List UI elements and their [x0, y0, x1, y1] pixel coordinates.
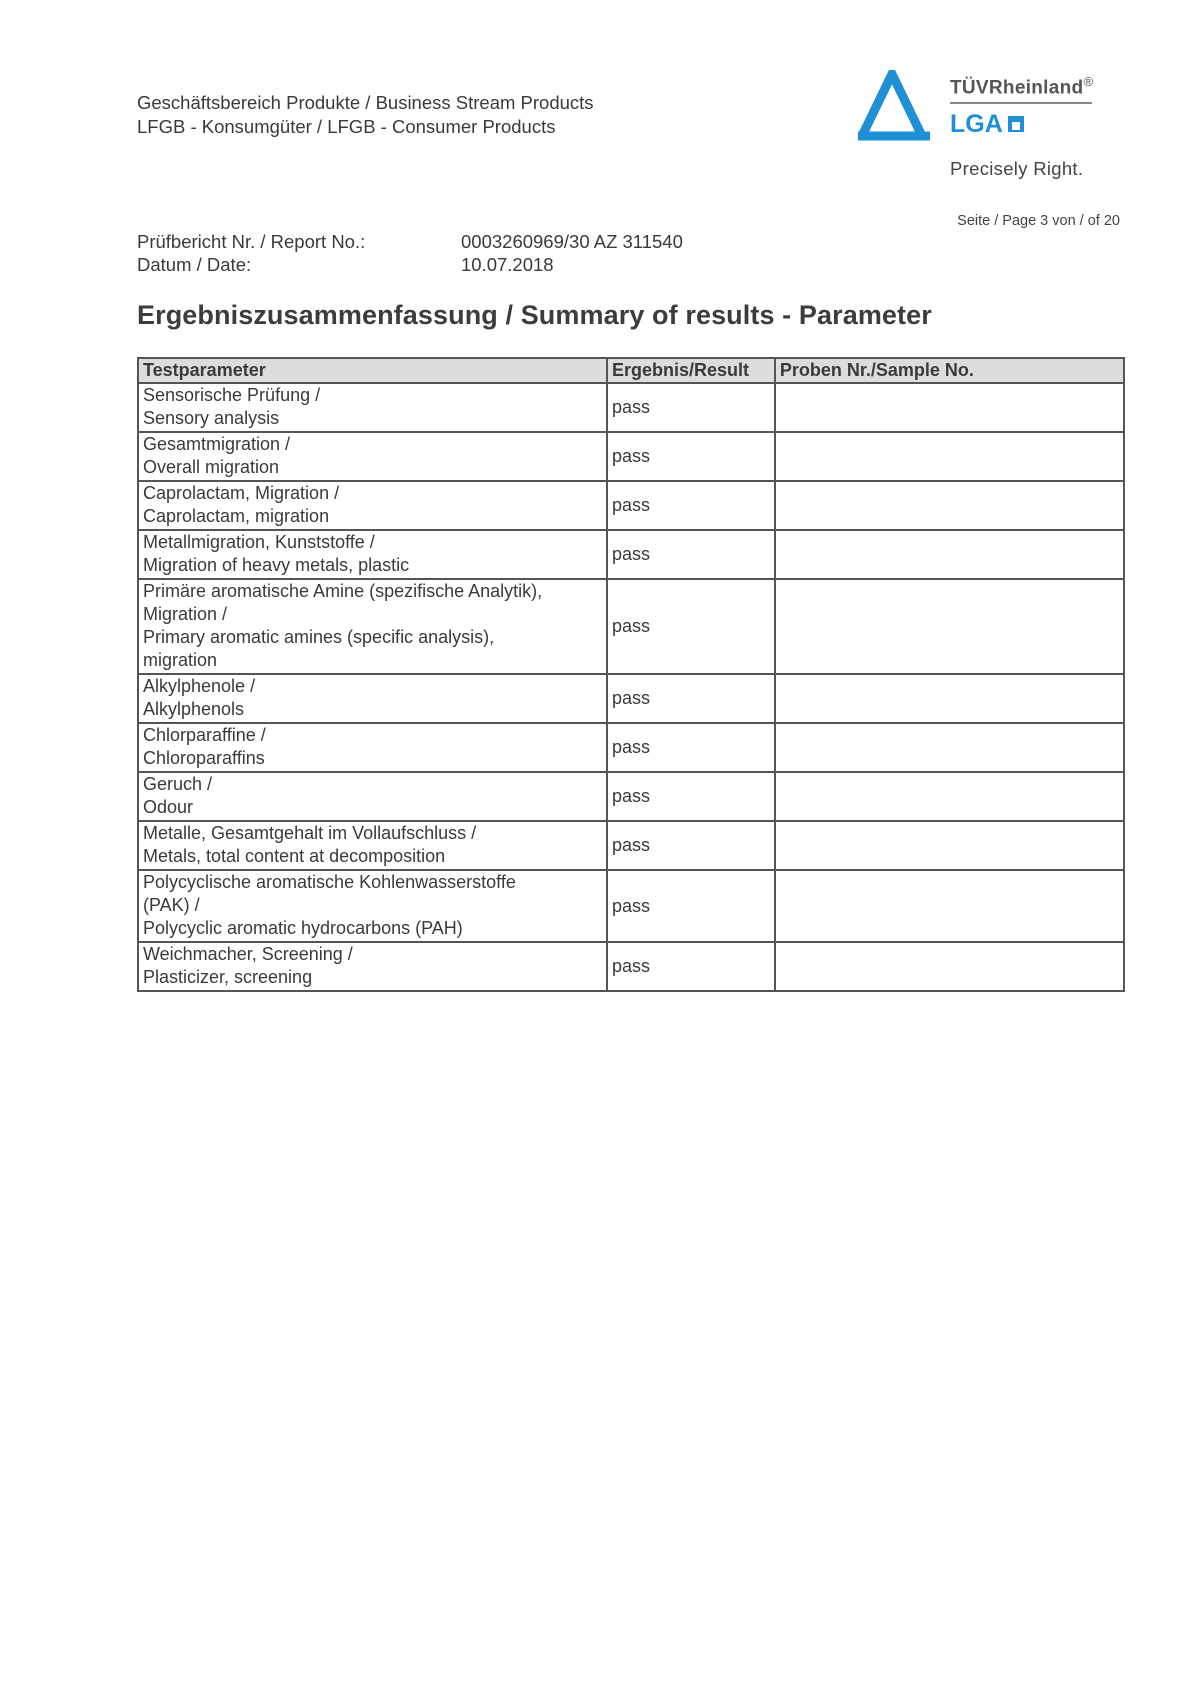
- cell-result: pass: [607, 821, 775, 870]
- lga-text: LGA: [950, 110, 1003, 137]
- header-sample-no: Proben Nr./Sample No.: [775, 358, 1124, 383]
- testparameter-line: Caprolactam, migration: [143, 506, 330, 526]
- cell-testparameter: [138, 674, 607, 723]
- table-row: [138, 942, 1124, 991]
- cell-testparameter: [138, 772, 607, 821]
- header-testparameter: Testparameter: [138, 358, 607, 383]
- cell-testparameter: [138, 530, 607, 579]
- cell-result: pass: [607, 723, 775, 772]
- brand-divider: [950, 102, 1092, 104]
- cell-result: pass: [607, 674, 775, 723]
- cell-sample-no: [775, 432, 1124, 481]
- testparameter-line: Sensory analysis: [143, 408, 280, 428]
- report-date-row: [137, 253, 683, 276]
- table-row: [138, 530, 1124, 579]
- testparameter-line: Gesamtmigration /: [143, 434, 291, 454]
- testparameter-line: Plasticizer, screening: [143, 967, 313, 987]
- consumer-products-text: LFGB - Konsumgüter / LFGB - Consumer Products: [137, 116, 556, 137]
- testparameter-line: Metalle, Gesamtgehalt im Vollaufschluss /: [143, 823, 477, 843]
- testparameter-line: Chloroparaffins: [143, 748, 265, 768]
- brand-name: [950, 74, 1093, 99]
- cell-sample-no: [775, 383, 1124, 432]
- testparameter-line: Caprolactam, Migration /: [143, 483, 340, 503]
- testparameter-line: Migration of heavy metals, plastic: [143, 555, 410, 575]
- table-row: [138, 481, 1124, 530]
- cell-testparameter: [138, 579, 607, 674]
- cell-sample-no: [775, 674, 1124, 723]
- brand-name-text: TÜVRheinland: [950, 77, 1084, 99]
- report-number-label: Prüfbericht Nr. / Report No.:: [137, 231, 366, 252]
- page-number: Seite / Page 3 von / of 20: [957, 213, 1120, 229]
- report-number-row: [137, 230, 683, 253]
- header-block: [137, 91, 594, 139]
- cell-result: pass: [607, 772, 775, 821]
- lga-logo-icon: [950, 110, 1028, 136]
- header-result: Ergebnis/Result: [607, 358, 775, 383]
- cell-result: pass: [607, 579, 775, 674]
- table-row: [138, 772, 1124, 821]
- cell-testparameter: [138, 870, 607, 942]
- cell-sample-no: [775, 821, 1124, 870]
- table-row: [138, 432, 1124, 481]
- brand-block: [950, 74, 1093, 141]
- business-stream-text: Geschäftsbereich Produkte / Business Stream Products: [137, 92, 594, 113]
- table-row: [138, 579, 1124, 674]
- table-body: [138, 383, 1124, 991]
- cell-testparameter: [138, 481, 607, 530]
- cell-result: pass: [607, 530, 775, 579]
- testparameter-line: Overall migration: [143, 457, 280, 477]
- cell-result: pass: [607, 481, 775, 530]
- cell-sample-no: [775, 942, 1124, 991]
- tuv-triangle-logo-icon: [858, 70, 958, 142]
- report-number-value: 0003260969/30 AZ 311540: [461, 231, 683, 252]
- testparameter-line: Migration /: [143, 604, 228, 624]
- table-row: [138, 723, 1124, 772]
- registered-mark: ®: [1083, 74, 1094, 89]
- results-table: [137, 357, 1125, 992]
- cell-sample-no: [775, 530, 1124, 579]
- testparameter-line: Metallmigration, Kunststoffe /: [143, 532, 375, 552]
- cell-sample-no: [775, 579, 1124, 674]
- cell-result: pass: [607, 383, 775, 432]
- testparameter-line: Geruch /: [143, 774, 213, 794]
- table-row: [138, 870, 1124, 942]
- table-row: [138, 383, 1124, 432]
- cell-result: pass: [607, 432, 775, 481]
- page-title: Ergebniszusammenfassung / Summary of results - Parameter: [137, 300, 932, 330]
- report-date-label: Datum / Date:: [137, 254, 252, 275]
- cell-sample-no: [775, 481, 1124, 530]
- cell-testparameter: [138, 942, 607, 991]
- testparameter-line: Weichmacher, Screening /: [143, 944, 353, 964]
- cell-testparameter: [138, 723, 607, 772]
- testparameter-line: Primary aromatic amines (specific analysis),: [143, 627, 495, 647]
- cell-result: pass: [607, 942, 775, 991]
- testparameter-line: (PAK) /: [143, 895, 200, 915]
- cell-testparameter: [138, 432, 607, 481]
- testparameter-line: Primäre aromatische Amine (spezifische Analytik),: [143, 581, 543, 601]
- testparameter-line: Metals, total content at decomposition: [143, 846, 446, 866]
- testparameter-line: Sensorische Prüfung /: [143, 385, 321, 405]
- tagline: Precisely Right.: [950, 158, 1084, 179]
- testparameter-line: Alkylphenols: [143, 699, 245, 719]
- table-header-row: [138, 358, 1124, 383]
- testparameter-line: migration: [143, 650, 218, 670]
- report-date-value: 10.07.2018: [461, 254, 554, 275]
- cell-sample-no: [775, 723, 1124, 772]
- table-row: [138, 821, 1124, 870]
- cell-testparameter: [138, 821, 607, 870]
- cell-result: pass: [607, 870, 775, 942]
- testparameter-line: Alkylphenole /: [143, 676, 256, 696]
- report-meta: [137, 230, 683, 276]
- cell-testparameter: [138, 383, 607, 432]
- cell-sample-no: [775, 870, 1124, 942]
- testparameter-line: Chlorparaffine /: [143, 725, 266, 745]
- testparameter-line: Polycyclic aromatic hydrocarbons (PAH): [143, 918, 463, 938]
- cell-sample-no: [775, 772, 1124, 821]
- testparameter-line: Polycyclische aromatische Kohlenwasserstoffe: [143, 872, 516, 892]
- table-row: [138, 674, 1124, 723]
- testparameter-line: Odour: [143, 797, 194, 817]
